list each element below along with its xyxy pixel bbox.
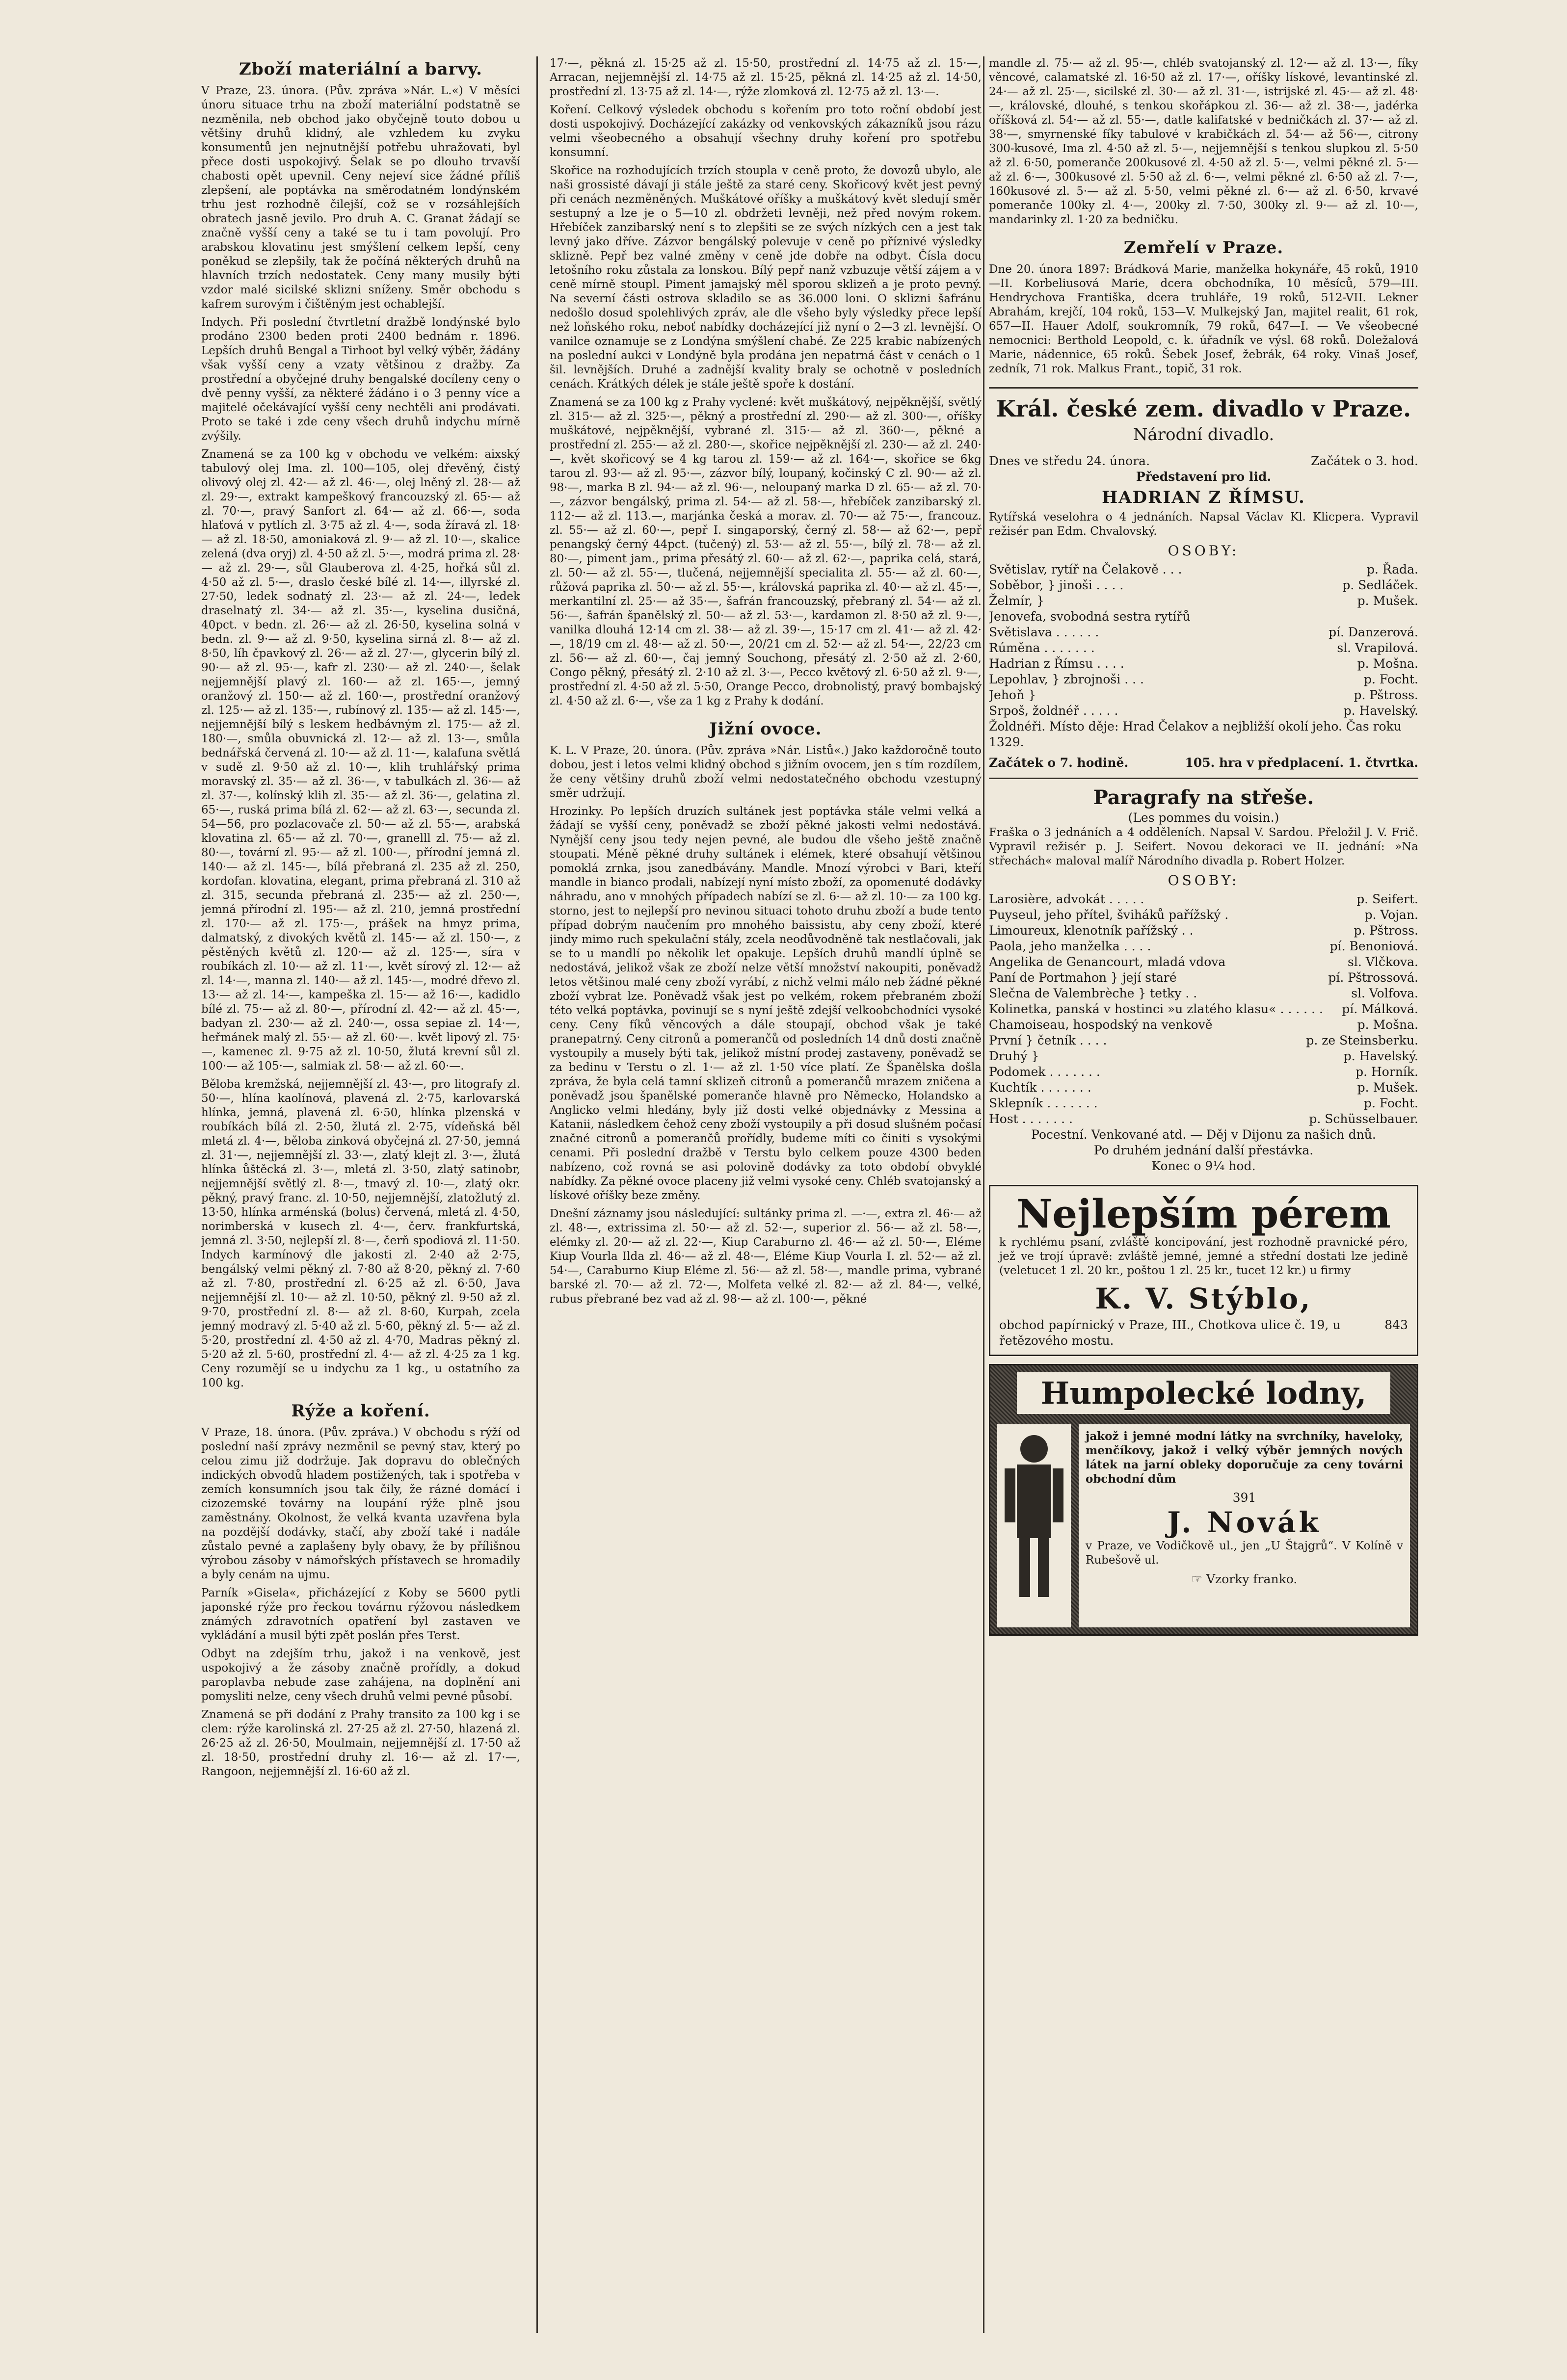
cast-role: Kuchtík . . . . . . . [989,1080,1091,1095]
ad-address: obchod papírnický v Praze, III., Chotkova ulice č. 19, u řetězového mostu. [999,1318,1341,1348]
cast-role: První } četník . . . . [989,1033,1107,1047]
deaths-notice [989,238,1418,376]
cast-actor: p. Vojan. [1364,908,1418,922]
cast-role: Larosière, advokát . . . . . [989,892,1144,906]
cast-row [989,970,1418,986]
cast-actor: pí. Pštrossová. [1328,970,1418,985]
cast-role: Lepohlav, } zbrojnoši . . . [989,672,1144,686]
cast-row [989,1048,1418,1064]
ad-number: 391 [1232,1491,1256,1505]
cast-actor: p. Mušek. [1357,594,1418,608]
cast-row [989,609,1418,625]
cast-actor: pí. Málková. [1342,1002,1418,1016]
cast-actor: p. Řada. [1366,562,1418,576]
cast-role: Soběbor, } jinoši . . . . [989,578,1124,592]
cast-list [989,891,1418,1127]
cast-actor: p. Mošna. [1357,656,1418,671]
cast-role: Slečna de Valembrèche } tetky . . [989,986,1197,1000]
cast-role: Chamoiseau, hospodský na venkově [989,1018,1213,1032]
cast-role: Hadrian z Římsu . . . . [989,656,1124,671]
article-title: Zemřelí v Praze. [1123,238,1284,258]
cast-row [989,986,1418,1001]
cast-role: Puyseul, jeho přítel, šviháků pařížský . [989,908,1229,922]
cast-row [989,1111,1418,1127]
cast-row [989,640,1418,656]
cast-actor: p. Horník. [1355,1065,1418,1079]
cast-actor: sl. Vlčkova. [1348,955,1418,969]
cast-row [989,672,1418,687]
tailor-figure-illustration [997,1424,1071,1627]
play-title: HADRIAN Z ŘÍMSU. [1102,488,1305,507]
cast-role: Host . . . . . . . [989,1112,1073,1126]
cast-role: Srpoš, žoldnéř . . . . . [989,704,1118,718]
subscription-text: 105. hra v předplacení. 1. čtvrtka. [1185,756,1418,770]
cast-row [989,923,1418,939]
performance-type: Představení pro lid. [1136,470,1272,484]
play-footer: Po druhém jednání další přestávka. [1093,1143,1314,1157]
date-text: Dnes ve středu 24. února. [989,454,1150,468]
cast-row [989,1033,1418,1048]
start-row [989,755,1418,771]
cast-row [989,907,1418,923]
ad-company: K. V. Stýblo, [1095,1282,1312,1315]
article-paragraph: mandle zl. 75·— až zl. 95·—, chléb svatojanský zl. 12·— až zl. 13·—, fíky věncové, calamatské zl. 16·50 až zl. 17·—, oříšky lískové, levantinské zl. 24·— až zl. 25·—, sicilské zl. 30·— až zl. 31·—, istrijské zl. 45·— až zl. 48·—, královské, dlouhé, s tenkou skořápkou zl. 36·— až zl. 38·—, jadérka oříšková zl. 54·— až zl. 55·—, datle kalifatské v bedničkách zl. 37·— až zl. 38·—, smyrnenské fíky tabulové v krabičkách zl. 54·— až 56·—, citrony 300-kusové, Ima zl. 4·50 až zl. 5·—, nejjemnější s tenkou slupkou zl. 5·50 až zl. 6·50, pomeranče 200kusové zl. 4·50 až zl. 5·—, velmi pěkné zl. 5·— až zl. 6·—, 300kusové zl. 5·50 až zl. 6·—, velmi pěkné zl. 6·50 až zl. 7·—, 160kusové zl. 5·— až zl. 5·50, velmi pěkné zl. 6·— až zl. 6·50, krvavé pomeranče 100ky zl. 4·—, 200ky zl. 7·50, 300ky zl. 9·— až zl. 10·—, mandarinky zl. 1·20 za bedničku. [989,57,1418,226]
cast-row [989,939,1418,954]
start-text: Začátek o 3. hod. [1310,454,1418,468]
figure-icon [997,1424,1071,1611]
cast-row [989,577,1418,593]
divider [989,778,1418,779]
ad-content [1079,1424,1410,1627]
start-text: Začátek o 7. hodině. [989,756,1129,770]
cast-role: Druhý } [989,1049,1039,1063]
cast-actor: p. Mušek. [1357,1080,1418,1095]
cast-row [989,954,1418,970]
cast-role: Želmír, } [989,594,1044,608]
cast-actor: pí. Benoniová. [1329,939,1418,953]
cast-heading: OSOBY: [1168,872,1240,889]
ad-address: v Praze, ve Vodičkově ul., jen „U Štajgrů“. V Kolíně v Rubešově ul. [1086,1540,1403,1567]
article-paragraph: Parník »Gisela«, přicházející z Koby se 5600 pytli japonské rýže pro řeckou továrnu rýžovou následkem známých zdravotních opatření byl zastaven ve vykládání a musil býti zpět poslán přes Terst. [201,1587,520,1642]
article-paragraph: Dne 20. února 1897: Brádková Marie, manželka hokynáře, 45 roků, 1910—II. Korbeliusová Marie, dcera obchodníka, 10 měsíců, 579—III. Hendrychova Františka, dcera truhláře, 19 roků, 512-VII. Lekner Abrahám, krejčí, 104 roků, 153—V. Mulkejský Jan, majitel realit, 61 rok, 657—II. Hauer Adolf, soukromník, 79 roků, 647—I. — Ve všeobecné nemocnici: Berthold Leopold, c. k. úřadník ve výsl. 68 roků. Doležalová Marie, nádennice, 65 roků. Šebek Josef, žebrák, 64 roky. Vinaš Josef, zedník, 71 rok. Malkus Frant., topič, 31 rok. [989,263,1418,375]
article-paragraph: Znamená se za 100 kg v obchodu ve velkém: aixský tabulový olej Ima. zl. 100—105, olej dřevěný, čistý olivový olej zl. 42·— až zl. 46·—, olej lněný zl. 28·— až zl. 29·—, extrakt kampeškový francouzský zl. 65·— až zl. 70·—, pravý Sanfort zl. 64·— až zl. 66·—, soda hlaťová v pytlích zl. 3·75 až zl. 4·—, soda žíravá zl. 18·— až zl. 18·50, amoniaková zl. 9·— až zl. 10·—, skalice zelená (dva oryj) zl. 4·50 až zl. 5·—, modrá prima zl. 28·— až zl. 29·—, sůl Glauberova zl. 4·25, hořká sůl zl. 4·50 až zl. 5·—, draslo české bílé zl. 14·—, illyrské zl. 27·50, ledek sodnatý zl. 23·— až zl. 24·—, ledek draselnatý zl. 34·— až zl. 35·—, kyselina dusičná, 40pct. v bedn. zl. 26·— až zl. 26·50, kyselina solná v bedn. zl. 9·— až zl. 9·50, kyselina sirná zl. 8·— až zl. 8·50, líh čpavkový zl. 26·— až zl. 27·—, glycerin bílý zl. 90·— až zl. 95·—, kafr zl. 230·— až zl. 240·—, šelak nejjemnější plavý zl. 160·— až zl. 165·—, jemný oranžový zl. 150·— až zl. 160·—, prostřední oranžový zl. 125·— až zl. 135·—, rubínový zl. 135·— až zl. 145·—, nejjemnější bílý s leskem hedbávným zl. 175·— až zl. 180·—, smůla obuvnická zl. 12·— až zl. 13·—, smůla bednářská červená zl. 10·— až zl. 11·—, kalafuna světlá v sudě zl. 9·50 až zl. 10·—, klih truhlářský prima moravský zl. 35·— až zl. 36·—, v tabulkách zl. 36·— až zl. 37·—, kolínský klih zl. 35·— až zl. 36·—, gelatina zl. 65·—, ruská prima bílá zl. 62·— až zl. 63·—, secunda zl. 54—56, pro pozlacovače zl. 50·— až zl. 55·—, arabská klovatina zl. 65·— až zl. 70·—, granelll zl. 75·— až zl. 80·—, tovární zl. 95·— až zl. 100·—, přírodní jemná zl. 140·— až zl. 145·—, bílá přebraná zl. 235 až zl. 250, kordofan. klovatina, elegant, prima přebraná zl. 310 až zl. 315, secunda přebraná zl. 235·— až zl. 250·—, jemná přírodní zl. 195·— až zl. 210, jemná prostřední zl. 170·— až zl. 175·—, prášek na hmyz prima, dalmatský, z divokých květů zl. 145·— až zl. 150·—, z pěstěných květů zl. 120·— až zl. 125·—, síra v roubíkách zl. 10·— až zl. 11·—, květ sírový zl. 12·— až zl. 14·—, manna zl. 140·— až zl. 145·—, modré dřevo zl. 13·— až zl. 14·—, kampeška zl. 15·— až 16·—, kadidlo bílé zl. 75·— až zl. 80·—, přírodní zl. 42·— až zl. 45·—, badyan zl. 230·— až zl. 240·—, ossa sepiae zl. 14·—, heřmánek malý zl. 55·— až zl. 60·—. květ lipový zl. 75·—, kamenec zl. 9·75 až zl. 10·50, žlutá krevní sůl zl. 100·— až 105·—, salmiak zl. 58·— až zl. 60·—. [201,448,520,1072]
article-paragraph: Hrozinky. Po lepších druzích sultánek jest poptávka stále velmi velká a žádají se vyšší ceny, poněvadž se zboží pěkné jakosti velmi nedostává. Nynější ceny jsou tedy nejen pevné, ale budou dle všeho ještě značně stoupati. Méně pěkné druhy sultánek i elémek, které obsahují většinou pomoklá zrnka, jsou zanedbávány. Mandle. Mnozí výrobci v Bari, kteří mandle in bianco prodali, nabízejí nyní místo zboží, za opomenuté dodávky náhradu, ano v mnohých případech nabízí se zl. 6·— až zl. 10·— za 100 kg. storno, jest to nejlepší pro nevinou situaci tohoto druhu zboží a bude tento případ dobrým naučením pro mnohého baissistu, aby ceny zboží, které jindy mimo ruch spekulační stály, zcela neodůvodněně tak nestlačovali, jak se to u mandlí po několik let opakuje. Lepších druhů mandlí úplně se nedostává, jelikož však ze zboží nelze větší množství nakoupiti, poněvadž letos většinou malé ceny zboží vyrábí, z nichž velmi málo neb žádné pěkné zboží vybrat lze. Poněvadž však jest po velkém, rokem přebraném zboží této velká poptávka, povinují se s nyní ještě zdejší velkoobchodníci vysoké ceny. Ceny fíků věncových a dále stoupají, obchod však je také pranepatrný. Ceny citronů a pomerančů od posledních 14 dnů dosti značně vystoupily a musely býti tak, jelikož místní prodej zastaveny, poněvadž se za bedinu v Terstu o zl. 1·— až zl. 1·50 více platí. Ze Španělska došla zpráva, že byla celá tamní sklizeň citronů a pomerančů mrazem zničena a poněvadž jsou španělské pomeranče hlavně pro Německo, Holandsko a Anglicko velmi hledány, byly již dosti velké objednávky z Messina a Katanii, následkem čehož ceny zboží vystoupily a při dosud slušném počasí značné citronů a pomerančů prořídly, budeme míti co činiti s vysokými cenami. Při poslední dražbě v Terstu bylo celkem pouze 4300 beden nabízeno, což rovná se asi polovině dodávky za toto období obvyklé nabídky. Za pěkné ovoce placeny již velmi vysoké ceny. Chléb svatojanský a lískové oříšky beze změny. [550,805,982,1202]
article-title: Jižní ovoce. [709,719,822,739]
theater-program [989,395,1418,1174]
cast-role: Paní de Portmahon } její staré [989,970,1177,985]
divider [989,387,1418,389]
ad-headline: Nejlepším pérem [1016,1191,1391,1237]
cast-actor: p. Pštross. [1354,688,1418,702]
article-paragraph: Běloba kremžská, nejjemnější zl. 43·—, pro litografy zl. 50·—, hlína kaolínová, plavená zl. 2·75, karlovarská hlínka, jemná, plavená zl. 6·50, hlínka plzenská v roubíkách bílá zl. 2·50, žlutá zl. 2·75, vídeňská běl mletá zl. 4·—, běloba zinková obyčejná zl. 27·50, jemná zl. 31·—, nejjemnější zl. 33·—, zlatý klejt zl. 3·—, žlutá hlínka ůštěcká zl. 3·—, mletá zl. 3·50, zlatý satinobr, nejjemnější světlý zl. 8·—, tmavý zl. 10·—, zlatý okr. pěkný, pravý franc. zl. 10·50, nejjemnější, zlatožlutý zl. 13·50, hlínka arménská (bolus) červená, mletá zl. 4·50, norimberská v kusech zl. 4·—, červ. frankfurtská, jemná zl. 3·50, nejlepší zl. 8·—, čerň spodiová zl. 11·50. Indych karmínový dle jakosti zl. 2·40 až 2·75, bengálský velmi pěkný zl. 7·80 až 8·20, pěkný zl. 7·60 až zl. 7·80, prostřední zl. 6·25 až zl. 6·50, Java nejjemnější zl. 10·— až zl. 10·50, pěkný zl. 9·50 až zl. 9·70, prostřední zl. 8·— až zl. 8·60, Kurpah, zcela jemný modravý zl. 5·40 až zl. 5·60, pěkný zl. 5·— až zl. 5·20, prostřední zl. 4·50 až zl. 4·70, Madras pěkný zl. 5·20 až zl. 5·60, prostřední zl. 4·— až zl. 4·25 za 1 kg. Ceny rozumějí se u indychu za 1 kg., u ostatního za 100 kg. [201,1078,520,1389]
article-paragraph: Znamená se při dodání z Prahy transito za 100 kg i se clem: rýže karolinská zl. 27·25 až zl. 27·50, hlazená zl. 26·25 až zl. 26·50, Moulmain, nejjemnější zl. 17·50 až zl. 18·50, prostřední druhy zl. 16·— až zl. 17·—, Rangoon, nejjemnější zl. 16·60 až zl. [201,1708,520,1778]
cast-role: Sklepník . . . . . . . [989,1096,1098,1110]
play-description: Fraška o 3 jednáních a 4 odděleních. Napsal V. Sardou. Přeložil J. V. Frič. Vypravil režisér p. J. Seifert. Novou dekoraci ve II. jednání: »Na střechách« maloval malíř Národního divadla p. Robert Holzer. [989,826,1418,867]
theater-title: Král. české zem. divadlo v Praze. [996,395,1411,422]
column-rule [983,56,984,2333]
play-end: Konec o 9¼ hod. [1151,1159,1256,1173]
ad-text: k rychlému psaní, zvláště koncipování, jest rozhodně pravnické péro, jež ve trojí úpravě: zvláště jemné, jemné a střední dostati lze jedině (veletucet 1 zl. 20 kr., poštou 1 zl. 25 kr., tucet 12 kr.) u firmy [999,1236,1408,1277]
article-fruit-continued [989,56,1418,227]
cast-actor: sl. Volfova. [1351,986,1418,1000]
cast-actor: p. Focht. [1363,672,1418,686]
column-rule [536,56,538,2333]
article-paragraph: Indych. Při poslední čtvrtletní dražbě londýnské bylo prodáno 2300 beden proti 2400 bednám r. 1896. Lepších druhů Bengal a Tirhoot byl velký výběr, žádány však vyšší ceny a vzaty většinou z dražby. Za prostřední a obyčejné druhy bengalské docíleny ceny o dvě penny vyšší, za některé žádáno i o 3 penny více a majitelé očekávající vyšší ceny nechtěli ani prodávati. Proto se také i zde ceny všech druhů indychu mírně zvýšily. [201,316,520,443]
ad-text: jakož i jemné modní látky na svrchníky, haveloky, menčíkovy, jakož i velký výběr jemných nových látek na jarní obleky doporučuje za ceny továrni obchodní dům [1086,1430,1403,1486]
middle-column [550,56,982,2351]
article-materials [201,59,520,1390]
article-rice [201,1401,520,1779]
article-spices [550,56,982,708]
article-paragraph: Znamená se za 100 kg z Prahy vyclené: květ muškátový, nejpěknější, světlý zl. 315·— až zl. 325·—, pěkný a prostřední zl. 290·— až zl. 300·—, oříšky muškátové, nejpěknější, vybrané zl. 315·— až zl. 360·—, pěkné a prostřední zl. 255·— až zl. 280·—, skořice nejpěknější zl. 230·— až zl. 240·—, květ skořicový se 4 kg tarou zl. 159·— až zl. 164·—, skořice se 6kg tarou zl. 93·— až zl. 95·—, zázvor bílý, loupaný, kočinský C zl. 90·— až zl. 98·—, marka B zl. 94·— až zl. 96·—, neloupaný marka D zl. 65·— až zl. 70·—, zázvor bengálský, prima zl. 54·— až zl. 58·—, hřebíček zanzibarský zl. 112·— až zl. 113.—, marjánka česká a morav. zl. 70·— až 75·—, francouz. zl. 55·— až zl. 60·—, pepř I. singaporský, černý zl. 58·— až 62·—, pepř penangský černý 44pct. (tučený) zl. 53·— až zl. 55·—, bílý zl. 78·— až zl. 80·—, piment jam., prima přesátý zl. 60·— až zl. 62·—, paprika celá, stará, zl. 50·— až zl. 55·—, tlučená, nejjemnější specialita zl. 55·— až zl. 60·—, růžová paprika zl. 50·— až zl. 55·—, královská paprika zl. 40·— až zl. 45·—, merkantilní zl. 25·— až 35·—, šafrán francouzský, přebraný zl. 54·— až zl. 56·—, šafrán španělský zl. 50·— až zl. 53·—, kardamon zl. 8·50 až zl. 9·—, vanilka dlouhá 12·14 cm zl. 38·— až zl. 39·—, 15·17 cm zl. 41·— až zl. 42·—, 18/19 cm zl. 48·— až zl. 50·—, 20/21 cm zl. 52·— až zl. 54·—, 22/23 cm zl. 56·— až zl. 60·—, čaj jemný Souchong, přesátý zl. 2·50 až zl. 2·60, Congo pěkný, přesátý zl. 2·10 až zl. 3·—, Pecco květový zl. 6·50 až zl. 9·—, prostřední zl. 4·50 až zl. 5·50, Orange Pecco, drobnolistý, pravý bombajský zl. 4·50 až zl. 6·—, vše za 1 kg z Prahy k dodání. [550,396,982,707]
cast-role: Paola, jeho manželka . . . . [989,939,1151,953]
article-paragraph: 17·—, pěkná zl. 15·25 až zl. 15·50, prostřední zl. 14·75 až zl. 15·—, Arracan, nejjemnější zl. 14·75 až zl. 15·25, pěkná zl. 14·25 až zl. 14·50, prostřední zl. 13·75 až zl. 14·—, rýže zlomková zl. 12·75 až zl. 13·—. [550,57,982,98]
play-footer: Pocestní. Venkované atd. — Děj v Dijonu za našich dnů. [1031,1127,1376,1142]
cast-role: Rúměna . . . . . . . [989,641,1095,655]
play-subtitle: (Les pommes du voisin.) [1128,811,1279,825]
play-description: Rytířská veselohra o 4 jednáních. Napsal Václav Kl. Klicpera. Vypravil režisér pan Edm. Chvalovský. [989,511,1418,538]
ad-cloth [989,1364,1418,1636]
date-row [989,453,1418,469]
cast-role: Světislav, rytíř na Čelakově . . . [989,562,1182,576]
cast-actor: p. Mošna. [1357,1018,1418,1032]
article-title: Zboží materiální a barvy. [239,59,482,79]
cast-actor: p. ze Steinsberku. [1306,1033,1418,1047]
cast-role: Angelika de Genancourt, mladá vdova [989,955,1226,969]
article-paragraph: Dnešní záznamy jsou následující: sultánky prima zl. —·—, extra zl. 46·— až zl. 48·—, extrissima zl. 50·— až zl. 52·—, superior zl. 56·— až zl. 58·—, elémky zl. 20·— až zl. 22·—, Kiup Caraburno zl. 46·— až zl. 50·—, Eléme Kiup Vourla Ilda zl. 46·— až zl. 48·—, Eléme Kiup Vourla I. zl. 52·— až zl. 54·—, Caraburno Kiup Eléme zl. 56·— až zl. 58·—, mandle prima, vybrané barské zl. 70·— až zl. 72·—, Molfeta velké zl. 82·— až zl. 84·—, velké, rubus přebrané bez vad až zl. 98·— až zl. 100·—, pěkné [550,1207,982,1306]
cast-row [989,703,1418,719]
cast-row [989,891,1418,907]
article-paragraph: V Praze, 23. února. (Pův. zpráva »Nár. L.«) V měsíci únoru situace trhu na zboží materiální podstatně se nezměnila, neb obchod jako obyčejně touto dobou u většiny druhů klidný, ale vzhledem ku zvyku konsumentů jen nejnutnější potřebu uhražovati, byl přece dosti uspokojivý. Šelak se po dlouho trvavší chabosti opět upevnil. Ceny nejeví sice žádné příliš zlepšení, ale poptávka na směrodatném londýnském trhu jest rozhodně čilejší, což se v rozsáhlejších obratech jasně jevilo. Pro druh A. C. Granat žádají se značně vyšší ceny a také se tu i tam povolují. Pro arabskou klovatinu jest smýšlení celkem lepší, ceny poněkud se zlepšily, tak že počíná některých druhů na hlavních trzích nedostatek. Ceny many musily býti vzdor malé sicilské sklizni sníženy. Směr obchodu s kafrem surovým i čištěným jest ochablejší. [201,84,520,311]
cast-actor: pí. Danzerová. [1328,625,1418,639]
cast-role: Kolinetka, panská v hostinci »u zlatého klasu« . . . . . . [989,1002,1323,1016]
cast-row [989,1096,1418,1111]
cast-actor: p. Pštross. [1354,923,1418,938]
cast-row [989,625,1418,640]
ad-headline: Humpolecké lodny, [1017,1372,1390,1414]
cast-role: Žoldnéři. Místo děje: Hrad Čelakov a nejbližší okolí jeho. Čas roku 1329. [989,719,1402,749]
cast-actor: sl. Vrapilová. [1337,641,1418,655]
cast-actor: p. Schüsselbauer. [1309,1112,1418,1126]
article-southern-fruit [550,719,982,1307]
play-title: Paragrafy na střeše. [1093,786,1314,809]
cast-heading: OSOBY: [1168,543,1240,559]
cast-role: Jenovefa, svobodná sestra rytířů [989,609,1191,624]
cast-row [989,687,1418,703]
article-paragraph: Skořice na rozhodujících trzích stoupla v ceně proto, že dovozů ubylo, ale naši grossisté dávají ji stále ještě za staré ceny. Skořicový květ jest pevný při cenách nezměněných. Muškátové oříšky a muškátový květ sledují směr sestupný a lze je o 5—10 zl. obdržeti levněji, než před novým rokem. Hřebíček zanzibarský není s to zlepšiti se ze svých nízkých cen a jest tak levný jako dříve. Zázvor bengálský polevuje v ceně po příznivé výsledky sklizně. Pepř bez valné změny v ceně jde dobře na odbyt. Čísla docu letošního roku zůstala za lonskou. Bílý pepř nanž vzbuzuje větší zájem a v ceně mírně stoupl. Piment jamajský měl sporou sklizeň a je proto pevný. Na severní části ostrova skladilo se as 36.000 loni. O sklizni šafránu nedošlo dosud spolehlivých zpráv, ale dle všeho byly výsledky přece lepší než loňského roku, neboť nabídky docházející již nyní o 2—3 zl. levnější. O vanilce oznamuje se z Londýna smýšlení chabé. Ze 225 krabic nabízených na poslední aukci v Londýně byla prodána jen nepatrná část v cenách o 1 šil. levnějších. Druhé a zadnější kvality braly se ochotně v posledních cenách. Krátkých délek je stále ještě spoře k dostání. [550,164,982,391]
cast-actor: p. Havelský. [1343,704,1418,718]
cast-actor: p. Seifert. [1356,892,1418,906]
cast-actor: p. Focht. [1363,1096,1418,1110]
cast-row [989,1080,1418,1096]
ad-pens [989,1185,1418,1356]
right-column [989,56,1418,2351]
cast-actor: p. Sedláček. [1342,578,1418,592]
ad-company: J. Novák [1167,1506,1322,1539]
article-paragraph: Koření. Celkový výsledek obchodu s kořením pro toto roční období jest dosti uspokojivý. Docházející zakázky od venkovských zákazníků jsou rázu velmi všeobecného a obsahují všechny druhy koření pro spotřebu konsumní. [550,104,982,159]
ad-address-row [999,1317,1408,1349]
cast-row [989,656,1418,672]
cast-role: Limoureux, klenotník pařížský . . [989,923,1194,938]
ad-number: 843 [1384,1318,1408,1332]
article-paragraph: V Praze, 18. února. (Pův. zpráva.) V obchodu s rýží od poslední naší zprávy nezměnil se pevný stav, který po celou zimu již dodržuje. Jak dopravu do oblečných indických obvodů hladem postižených, tak i spotřeba v zemích konsumních jsou tak čily, že rázné domácí i cizozemské továrny na loupání rýže plně jsou zaměstnány. Okolnost, že velká kvanta uzavřena byla na pozdější dodávky, stačí, aby zboží také i nadále zůstalo pevné a zaplašeny byly obavy, že by přílišnou výrobou zásoby v námořských přístavech se hromadily a byly cenám na ujmu. [201,1426,520,1581]
article-paragraph: Odbyt na zdejším trhu, jakož i na venkově, jest uspokojivý a že zásoby značně prořídly, a dokud paroplavba nebude zase zahájena, na doplnění ani pomysliti nelze, ceny všech druhů velmi pevné působí. [201,1648,520,1703]
ad-samples: ☞ Vzorky franko. [1191,1572,1298,1586]
cast-list [989,562,1418,750]
article-paragraph: K. L. V Praze, 20. února. (Pův. zpráva »Nár. Listů«.) Jako každoročně touto dobou, jest i letos velmi klidný obchod s jižním ovocem, jen s tím rozdílem, že ceny většiny druhů zboží velmi nedostatečného obchodu vzestupný směr udržují. [550,744,982,800]
left-column [201,56,520,2351]
cast-row [989,1017,1418,1033]
cast-row [989,719,1418,750]
cast-row [989,562,1418,577]
theater-subtitle: Národní divadlo. [1133,425,1275,445]
cast-role: Jehoň } [989,688,1036,702]
article-title: Rýže a koření. [291,1401,430,1421]
cast-actor: p. Havelský. [1343,1049,1418,1063]
cast-role: Podomek . . . . . . . [989,1065,1100,1079]
cast-row [989,1064,1418,1080]
cast-row [989,593,1418,609]
cast-role: Světislava . . . . . . [989,625,1099,639]
cast-row [989,1001,1418,1017]
